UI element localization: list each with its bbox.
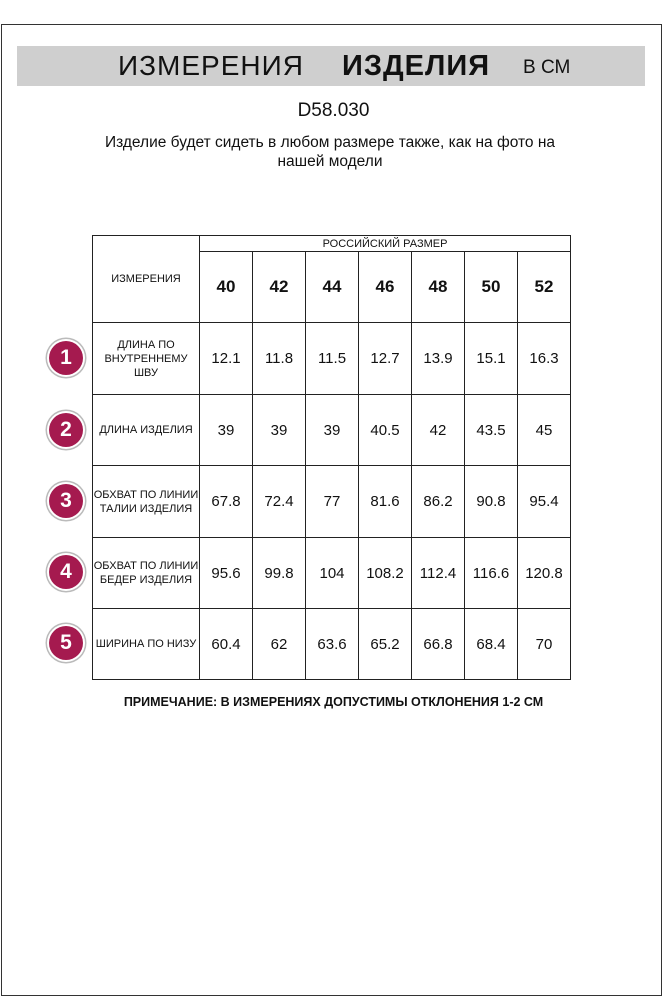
table-cell: 86.2 bbox=[412, 466, 465, 538]
table-row bbox=[93, 538, 571, 609]
row-number-badge: 3 bbox=[49, 484, 83, 518]
table-cell: 39 bbox=[306, 395, 359, 466]
table-cell: 62 bbox=[253, 609, 306, 680]
table-cell: 120.8 bbox=[518, 538, 571, 609]
size-table bbox=[92, 235, 571, 680]
size-header: 46 bbox=[359, 252, 412, 323]
row-label: ДЛИНА ПО ВНУТРЕННЕМУ ШВУ bbox=[93, 323, 200, 395]
size-header: 52 bbox=[518, 252, 571, 323]
size-header: 42 bbox=[253, 252, 306, 323]
table-cell: 13.9 bbox=[412, 323, 465, 395]
table-cell: 39 bbox=[253, 395, 306, 466]
table-cell: 45 bbox=[518, 395, 571, 466]
table-cell: 60.4 bbox=[200, 609, 253, 680]
size-header: 44 bbox=[306, 252, 359, 323]
measurements-header: ИЗМЕРЕНИЯ bbox=[93, 236, 200, 323]
title-measurements: ИЗМЕРЕНИЯ bbox=[118, 50, 304, 81]
table-cell: 67.8 bbox=[200, 466, 253, 538]
table-cell: 70 bbox=[518, 609, 571, 680]
row-number-badge: 1 bbox=[49, 341, 83, 375]
table-row bbox=[93, 609, 571, 680]
table-cell: 95.6 bbox=[200, 538, 253, 609]
size-header: 40 bbox=[200, 252, 253, 323]
size-header: 48 bbox=[412, 252, 465, 323]
table-cell: 72.4 bbox=[253, 466, 306, 538]
table-row bbox=[93, 395, 571, 466]
table-cell: 108.2 bbox=[359, 538, 412, 609]
title-product: ИЗДЕЛИЯ bbox=[342, 50, 491, 82]
title-banner bbox=[17, 46, 645, 86]
row-label: ОБХВАТ ПО ЛИНИИ ТАЛИИ ИЗДЕЛИЯ bbox=[93, 466, 200, 538]
size-header: 50 bbox=[465, 252, 518, 323]
table-cell: 90.8 bbox=[465, 466, 518, 538]
table-cell: 65.2 bbox=[359, 609, 412, 680]
size-group-header: РОССИЙСКИЙ РАЗМЕР bbox=[200, 236, 571, 252]
table-cell: 11.5 bbox=[306, 323, 359, 395]
table-row bbox=[93, 323, 571, 395]
table-cell: 95.4 bbox=[518, 466, 571, 538]
table-cell: 116.6 bbox=[465, 538, 518, 609]
table-cell: 81.6 bbox=[359, 466, 412, 538]
row-label: ОБХВАТ ПО ЛИНИИ БЕДЕР ИЗДЕЛИЯ bbox=[93, 538, 200, 609]
row-label: ДЛИНА ИЗДЕЛИЯ bbox=[93, 395, 200, 466]
table-cell: 104 bbox=[306, 538, 359, 609]
table-cell: 77 bbox=[306, 466, 359, 538]
table-cell: 16.3 bbox=[518, 323, 571, 395]
table-row bbox=[93, 466, 571, 538]
table-cell: 11.8 bbox=[253, 323, 306, 395]
table-cell: 112.4 bbox=[412, 538, 465, 609]
table-cell: 15.1 bbox=[465, 323, 518, 395]
row-number-badge: 5 bbox=[49, 626, 83, 660]
table-cell: 42 bbox=[412, 395, 465, 466]
table-cell: 39 bbox=[200, 395, 253, 466]
table-cell: 12.7 bbox=[359, 323, 412, 395]
fit-note: Изделие будет сидеть в любом размере также, как на фото на нашей модели bbox=[104, 134, 556, 170]
row-number-badge: 2 bbox=[49, 413, 83, 447]
row-label: ШИРИНА ПО НИЗУ bbox=[93, 609, 200, 680]
table-cell: 63.6 bbox=[306, 609, 359, 680]
table-cell: 43.5 bbox=[465, 395, 518, 466]
table-cell: 66.8 bbox=[412, 609, 465, 680]
table-cell: 99.8 bbox=[253, 538, 306, 609]
table-cell: 12.1 bbox=[200, 323, 253, 395]
tolerance-footnote: ПРИМЕЧАНИЕ: В ИЗМЕРЕНИЯХ ДОПУСТИМЫ ОТКЛОНЕНИЯ 1-2 СМ bbox=[123, 695, 544, 709]
product-code: D58.030 bbox=[297, 100, 370, 121]
table-cell: 68.4 bbox=[465, 609, 518, 680]
table-cell: 40.5 bbox=[359, 395, 412, 466]
title-unit: В СМ bbox=[523, 57, 571, 78]
row-number-badge: 4 bbox=[49, 555, 83, 589]
